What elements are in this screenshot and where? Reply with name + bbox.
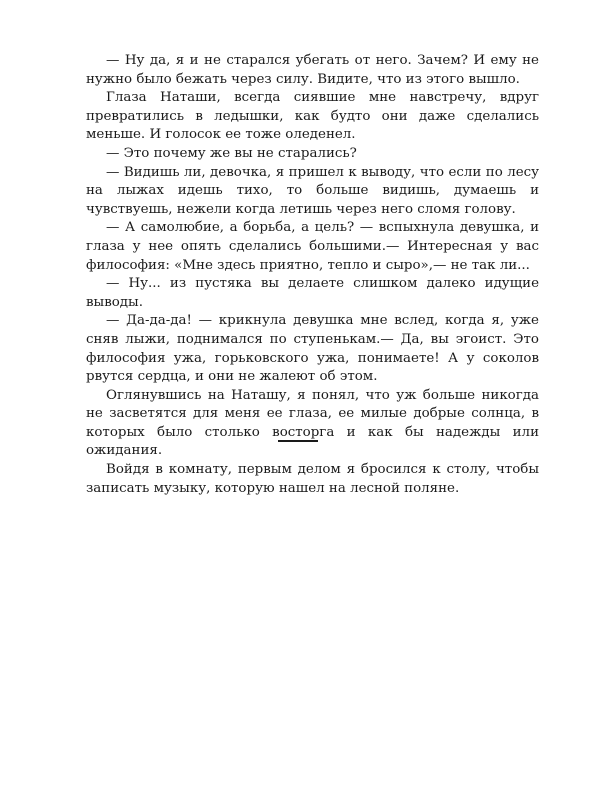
paragraph-2: Глаза Наташи, всегда сиявшие мне навстречу, вдруг превратились в ледышки, как будто они даже сделались меньше. И голосок ее тоже оледенел. — [86, 90, 539, 143]
paragraph-6: — Ну... из пустяка вы делаете слишком далеко идущие выводы. — [86, 276, 539, 310]
paragraph-9: Войдя в комнату, первым делом я бросился к столу, чтобы записать музыку, которую нашел на лесной поляне. — [86, 462, 539, 496]
paragraph-7: — Да-да-да! — крикнула девушка мне вслед, когда я, уже сняв лыжи, поднимался по ступенькам.— Да, вы эгоист. Это философия ужа, горьковского ужа, понимаете! А у соколов рвутся сердца, и они не жалеют об этом. — [86, 313, 539, 385]
paragraph-1: — Ну да, я и не старался убегать от него. Зачем? И ему не нужно было бежать через силу. Видите, что из этого вышло. — [86, 53, 539, 87]
paragraph-3: — Это почему же вы не старались? — [106, 145, 357, 161]
paragraph-4: — Видишь ли, девочка, я пришел к выводу, что если по лесу на лыжах идешь тихо, то больше видишь, думаешь и чувствуешь, нежели когда летишь через него сломя голову. — [86, 164, 539, 217]
paragraph-5: — А самолюбие, а борьба, а цель? — вспыхнула девушка, и глаза у нее опять сделались большими.— Интересная у вас философия: «Мне здесь приятно, тепло и сыро»,— не так ли... — [86, 220, 539, 273]
paragraph-8: Оглянувшись на Наташу, я понял, что уж больше никогда не засветятся для меня ее глаза, ее милые добрые солнца, в которых было столько восторга и как бы надежды или ожидания. — [86, 387, 539, 459]
end-divider — [278, 440, 318, 442]
page-text — [86, 52, 539, 498]
